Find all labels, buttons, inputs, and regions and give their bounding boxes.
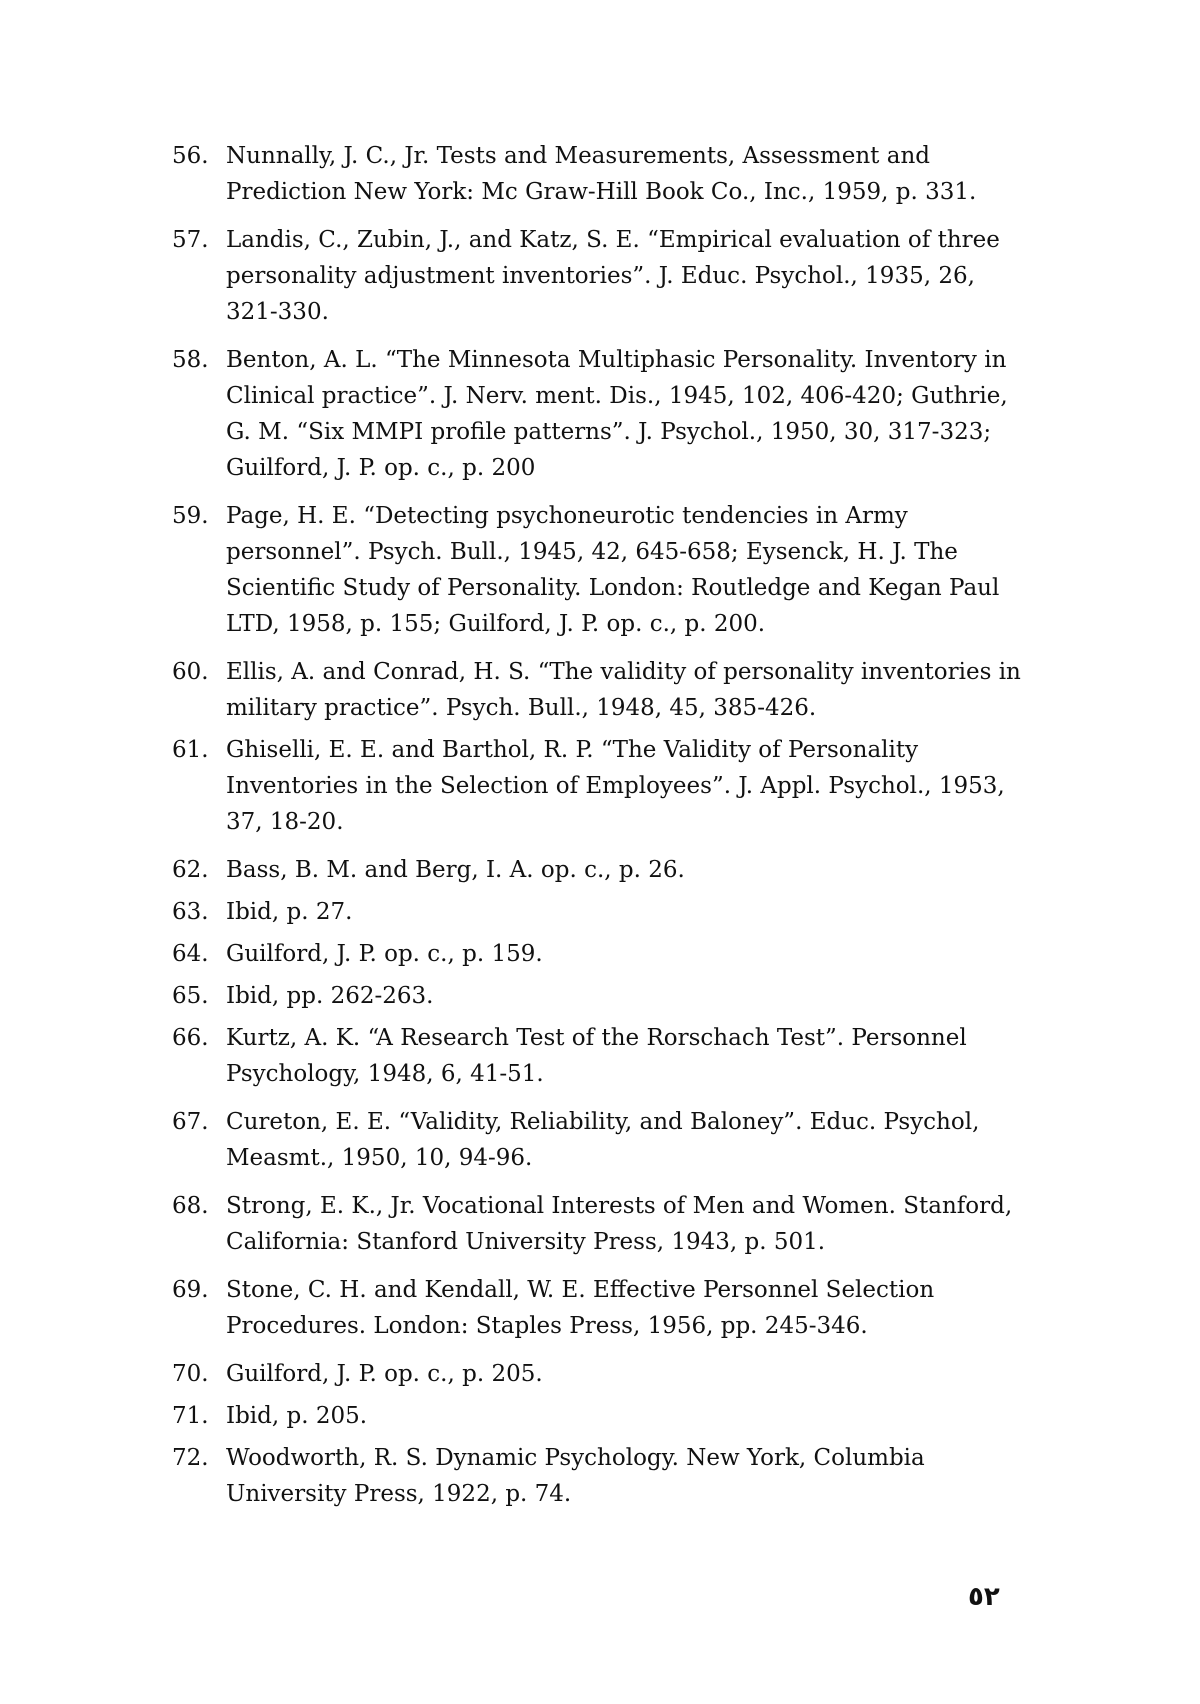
reference-number: 64.: [172, 941, 209, 967]
reference-item-56: [172, 138, 1032, 210]
reference-text: Ghiselli, E. E. and Barthol, R. P. “The Validity of Personality Inventories in the Selection of Employees”. J. Appl. Psychol., 1953, 37, 18-20.: [226, 737, 1005, 835]
reference-text: Guilford, J. P. op. c., p. 159.: [226, 941, 543, 967]
reference-item-59: [172, 498, 1032, 642]
reference-text: Woodworth, R. S. Dynamic Psychology. New York, Columbia University Press, 1922, p. 74.: [226, 1445, 925, 1507]
reference-number: 66.: [172, 1025, 209, 1051]
reference-number: 59.: [172, 503, 209, 529]
reference-item-66: [172, 1020, 1032, 1092]
reference-text: Page, H. E. “Detecting psychoneurotic tendencies in Army personnel”. Psych. Bull., 1945, 42, 645-658; Eysenck, H. J. The Scientific Study of Personality. London: Routledge and Kegan Paul LTD, 1958, p. 155; Guilford, J. P. op. c., p. 200.: [226, 503, 1000, 637]
reference-text: Kurtz, A. K. “A Research Test of the Rorschach Test”. Personnel Psychology, 1948, 6, 41-51.: [226, 1025, 967, 1087]
reference-item-63: [172, 894, 1032, 930]
reference-number: 62.: [172, 857, 209, 883]
reference-text: Landis, C., Zubin, J., and Katz, S. E. “Empirical evaluation of three personality adjustment inventories”. J. Educ. Psychol., 1935, 26, 321-330.: [226, 227, 1000, 325]
reference-item-69: [172, 1272, 1032, 1344]
reference-item-60: [172, 654, 1032, 726]
reference-number: 70.: [172, 1361, 209, 1387]
reference-item-58: [172, 342, 1032, 486]
page-number: ٥٢: [968, 1582, 1000, 1612]
reference-number: 67.: [172, 1109, 209, 1135]
reference-item-64: [172, 936, 1032, 972]
reference-item-70: [172, 1356, 1032, 1392]
reference-number: 56.: [172, 143, 209, 169]
reference-number: 68.: [172, 1193, 209, 1219]
reference-text: Guilford, J. P. op. c., p. 205.: [226, 1361, 543, 1387]
reference-text: Bass, B. M. and Berg, I. A. op. c., p. 26.: [226, 857, 685, 883]
reference-text: Stone, C. H. and Kendall, W. E. Effective Personnel Selection Procedures. London: Staples Press, 1956, pp. 245-346.: [226, 1277, 935, 1339]
reference-number: 72.: [172, 1445, 209, 1471]
reference-text: Nunnally, J. C., Jr. Tests and Measurements, Assessment and Prediction New York: Mc Graw-Hill Book Co., Inc., 1959, p. 331.: [226, 143, 977, 205]
reference-item-65: [172, 978, 1032, 1014]
reference-item-62: [172, 852, 1032, 888]
reference-text: Cureton, E. E. “Validity, Reliability, and Baloney”. Educ. Psychol, Measmt., 1950, 10, 94-96.: [226, 1109, 980, 1171]
reference-number: 63.: [172, 899, 209, 925]
reference-text: Strong, E. K., Jr. Vocational Interests of Men and Women. Stanford, California: Stanford University Press, 1943, p. 501.: [226, 1193, 1013, 1255]
reference-item-71: [172, 1398, 1032, 1434]
reference-item-57: [172, 222, 1032, 330]
reference-item-68: [172, 1188, 1032, 1260]
reference-item-72: [172, 1440, 1032, 1512]
reference-number: 57.: [172, 227, 209, 253]
reference-text: Ibid, p. 205.: [226, 1403, 368, 1429]
reference-number: 61.: [172, 737, 209, 763]
reference-number: 71.: [172, 1403, 209, 1429]
reference-text: Ellis, A. and Conrad, H. S. “The validity of personality inventories in military practice”. Psych. Bull., 1948, 45, 385-426.: [226, 659, 1021, 721]
reference-text: Ibid, pp. 262-263.: [226, 983, 434, 1009]
reference-list: [172, 138, 1032, 1524]
reference-text: Ibid, p. 27.: [226, 899, 353, 925]
reference-item-61: [172, 732, 1032, 840]
reference-number: 69.: [172, 1277, 209, 1303]
reference-number: 60.: [172, 659, 209, 685]
reference-number: 58.: [172, 347, 209, 373]
reference-number: 65.: [172, 983, 209, 1009]
reference-text: Benton, A. L. “The Minnesota Multiphasic Personality. Inventory in Clinical practice”. J. Nerv. ment. Dis., 1945, 102, 406-420; Guthrie, G. M. “Six MMPI profile patterns”. J. Psychol., 1950, 30, 317-323; Guilford, J. P. op. c., p. 200: [226, 347, 1008, 481]
reference-item-67: [172, 1104, 1032, 1176]
